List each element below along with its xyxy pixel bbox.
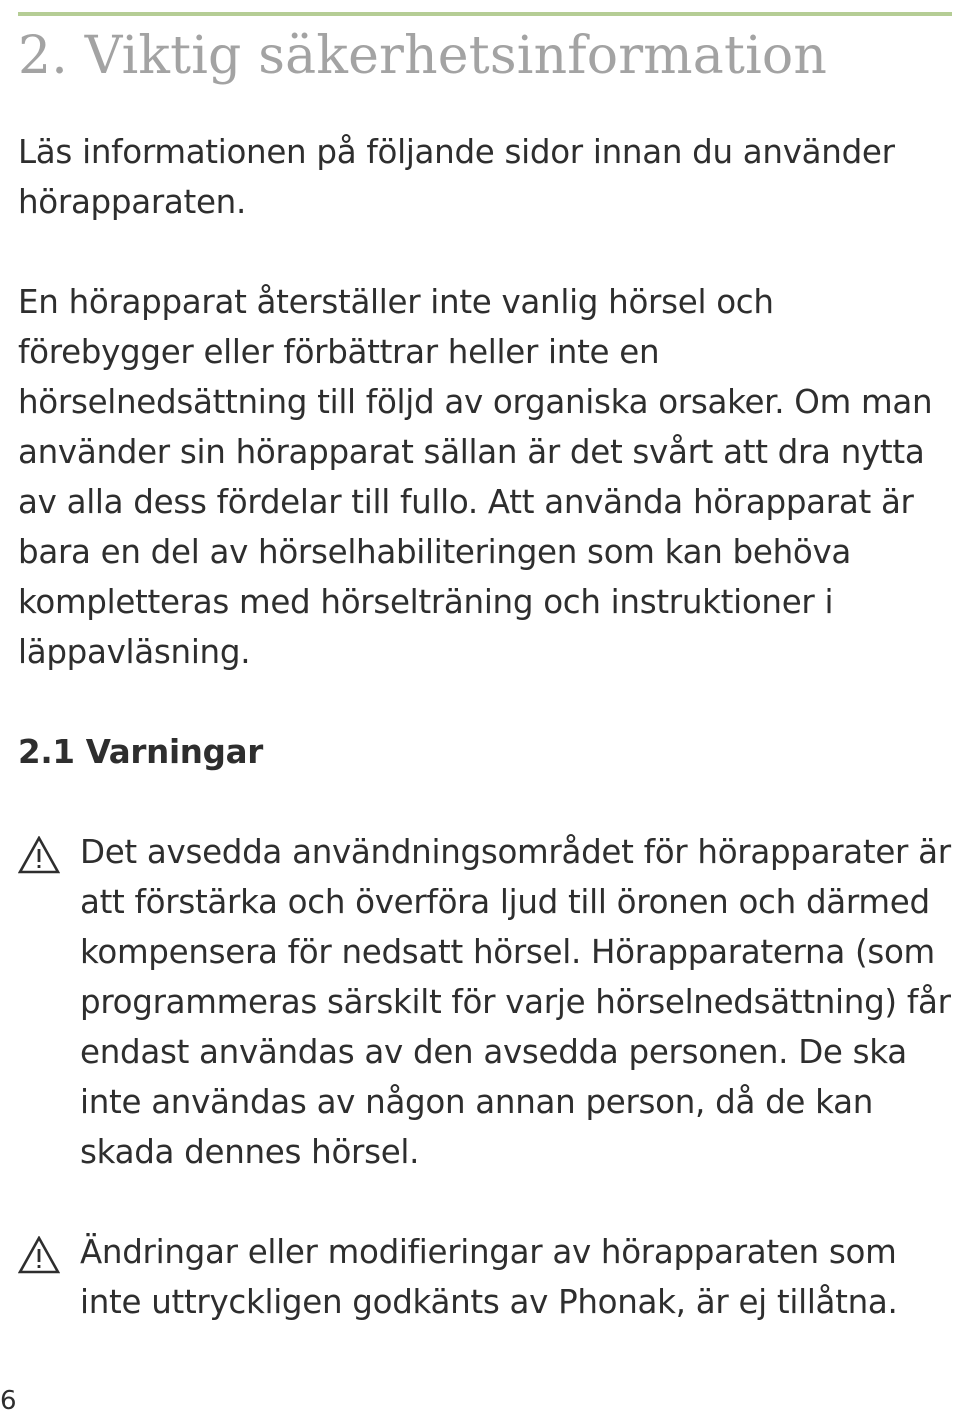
warning-item bbox=[18, 1227, 958, 1327]
main-paragraph: En hörapparat återställer inte vanlig hörsel och förebygger eller förbättrar heller inte en hörselnedsättning till följd av organiska orsaker. Om man använder sin hörapparat sällan är det svårt att dra nytta av alla dess fördelar till fullo. Att använda hörapparat är bara en del av hörselhabiliteringen som kan behöva kompletteras med hörselträning och instruktioner i läppavläsning. bbox=[18, 283, 933, 671]
intro-paragraph: Läs informationen på följande sidor innan du använder hörapparaten. bbox=[18, 133, 895, 221]
section-heading-warnings: 2.1 Varningar bbox=[18, 733, 263, 771]
page-number: 6 bbox=[0, 1386, 17, 1416]
warning-triangle-icon bbox=[18, 836, 60, 874]
warning-triangle-icon bbox=[18, 1236, 60, 1274]
top-divider bbox=[18, 12, 952, 16]
chapter-title: 2. Viktig säkerhetsinformation bbox=[18, 26, 828, 86]
warning-text: Det avsedda användningsområdet för hörapparater är att förstärka och överföra ljud till öronen och därmed kompensera för nedsatt hörsel. Hörapparaterna (som programmeras särskilt för varje hörselnedsättning) får endast användas av den avsedda personen. De ska inte användas av någon annan person, då de kan skada dennes hörsel. bbox=[80, 833, 951, 1171]
warning-text: Ändringar eller modifieringar av hörapparaten som inte uttryckligen godkänts av Phonak, är ej tillåtna. bbox=[80, 1233, 898, 1321]
warning-item bbox=[18, 827, 958, 1177]
